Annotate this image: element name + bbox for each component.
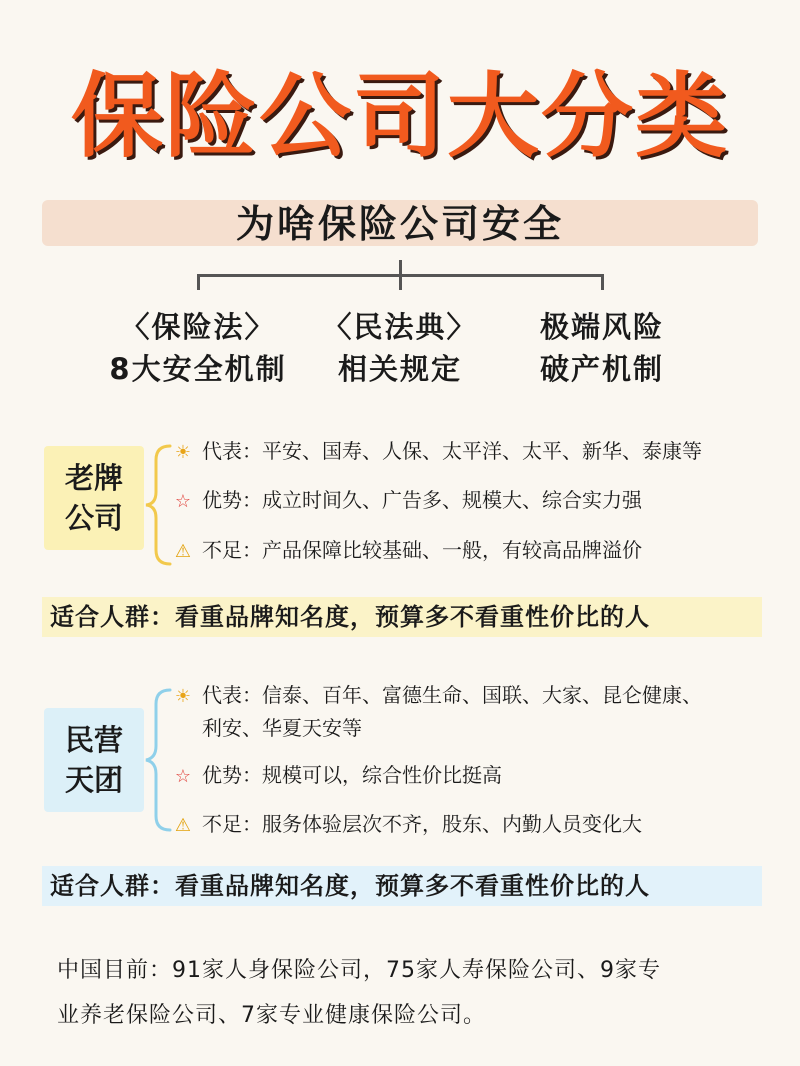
footer-line1: 中国目前：91家人身保险公司，75家人寿保险公司、9家专 <box>57 958 661 983</box>
pillar-title: 〈保险法〉 <box>120 310 276 344</box>
sun-icon: ☀ <box>174 442 192 463</box>
pillar-detail: 相关规定 <box>337 352 462 386</box>
page-title: 保险公司大分类 <box>70 63 729 170</box>
pillar-detail: 破产机制 <box>539 352 664 386</box>
group-badge-private <box>44 708 144 812</box>
warning-icon: ⚠ <box>174 541 192 562</box>
target-audience-veteran: 适合人群：看重品牌知名度，预算多不看重性价比的人 <box>42 597 762 637</box>
target-audience-private: 适合人群：看重品牌知名度，预算多不看重性价比的人 <box>42 866 762 906</box>
footer-line2: 业养老保险公司、7家专业健康保险公司。 <box>57 1003 486 1028</box>
pillar-title: 极端风险 <box>539 310 664 344</box>
subtitle: 为啥保险公司安全 <box>235 202 564 246</box>
list-item-shortcoming: ⚠ 不足：产品保障比较基础、一般，有较高品牌溢价 <box>170 535 642 567</box>
footer-note <box>57 948 757 1038</box>
pillar-title: 〈民法典〉 <box>322 310 478 344</box>
star-icon: ☆ <box>174 766 192 787</box>
list-item-representative: ☀ 代表：信泰、百年、富德生命、国联、大家、昆仑健康、 <box>170 680 702 712</box>
badge-line2: 公司 <box>64 501 123 535</box>
list-item-representative-continued: 利安、华夏天安等 <box>202 716 362 740</box>
list-item-advantage: ☆ 优势：成立时间久、广告多、规模大、综合实力强 <box>170 485 642 517</box>
list-item-advantage: ☆ 优势：规模可以，综合性价比挺高 <box>170 760 502 792</box>
badge-line1: 老牌 <box>64 461 123 495</box>
badge-line1: 民营 <box>64 723 123 757</box>
pillar-extreme-risk <box>482 306 722 390</box>
badge-line2: 天团 <box>64 763 123 797</box>
list-item-representative: ☀ 代表：平安、国寿、人保、太平洋、太平、新华、泰康等 <box>170 436 702 468</box>
sun-icon: ☀ <box>174 686 192 707</box>
pillar-detail: 8大安全机制 <box>109 352 287 386</box>
star-icon: ☆ <box>174 491 192 512</box>
group-badge-veteran <box>44 446 144 550</box>
list-item-shortcoming: ⚠ 不足：服务体验层次不齐，股东、内勤人员变化大 <box>170 809 642 841</box>
warning-icon: ⚠ <box>174 815 192 836</box>
